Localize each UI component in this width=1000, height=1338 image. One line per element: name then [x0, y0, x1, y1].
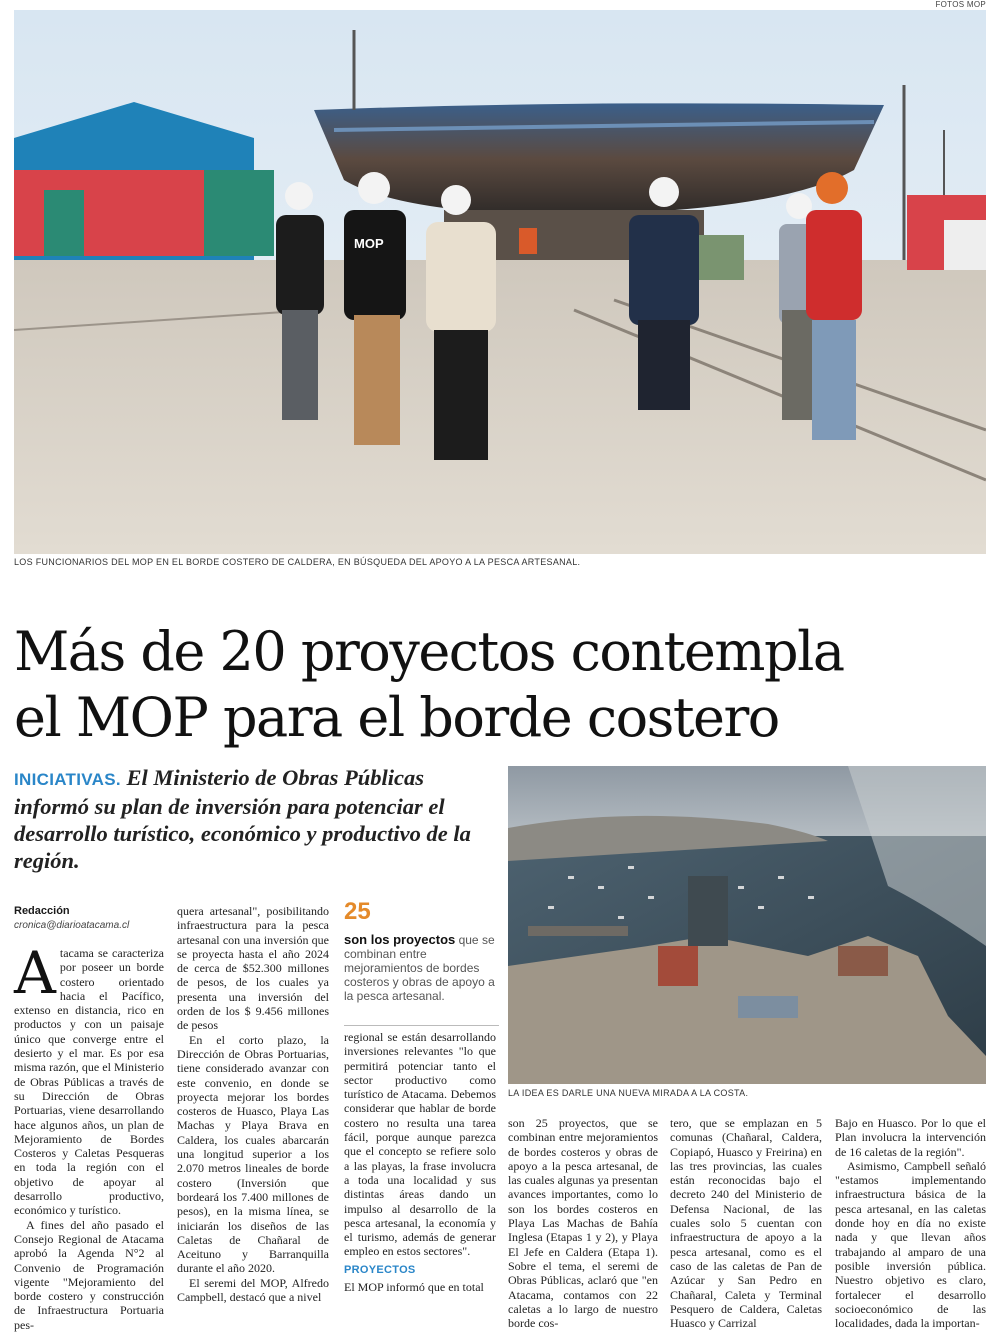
- stat-divider: [344, 1025, 499, 1026]
- author-email[interactable]: cronica@diarioatacama.cl: [14, 920, 130, 931]
- col2-paragraph-3: El seremi del MOP, Alfredo Campbell, destacó que a nivel: [177, 1275, 329, 1305]
- col1-paragraph-2: A fines del año pasado el Consejo Regional de Atacama aprobó la Agenda N°2 al Convenio de Programación vigente "Mejoramiento del borde costero y construcción de Infraestructura Portuaria pes-: [14, 1217, 164, 1332]
- deck-text: El Ministerio de Obras Públicas informó su plan de inversión para potenciar el desarrollo turístico, económico y productivo de la región.: [14, 765, 471, 873]
- column-2: [177, 904, 329, 1304]
- aerial-photo-caption: LA IDEA ES DARLE UNA NUEVA MIRADA A LA COSTA.: [508, 1088, 749, 1098]
- column-4: [508, 1116, 658, 1330]
- headline-line-2: el MOP para el borde costero: [14, 686, 779, 750]
- photo-credit: FOTOS MOP: [935, 0, 986, 9]
- aerial-photo: [508, 766, 986, 1084]
- col2-paragraph-1: quera artesanal", posibilitando infraestructura para la pesca artesanal con una inversión que se proyecta hasta el año 2024 de cerca de $52.300 millones de pesos, de los cuales ya presenta una inversión del orden de los $ 9.456 millones de pesos: [177, 904, 329, 1033]
- col1-paragraph-1: [14, 939, 164, 1218]
- main-photo: [14, 10, 986, 554]
- col6-paragraph-2: Asimismo, Campbell señaló "estamos implementando infraestructura básica de la pesca artesanal, en las caletas donde hoy en día no existe nada y que llevan años trabajando al amparo de una posible inversión pública. Nuestro objetivo es claro, fortalecer el desarrollo socioeconómico de las localidades, dada la importan-: [835, 1158, 986, 1331]
- headline-line-1: Más de 20 proyectos contempla: [14, 620, 844, 684]
- drop-cap: A: [14, 939, 56, 1007]
- main-photo-caption: LOS FUNCIONARIOS DEL MOP EN EL BORDE COSTERO DE CALDERA, EN BÚSQUEDA DEL APOYO A LA PESCA ARTESANAL.: [14, 557, 581, 567]
- col3-paragraph-1: regional se están desarrollando inversiones relevantes "lo que permitirá potenciar tanto el sector productivo como turístico de Atacama. Debemos considerar que hablar de borde costero no resulta una tarea fácil, porque aunque parezca que el concepto se refiere solo a las playas, la frase involucra a toda una localidad y sus distintas áreas dando un impulso al desarrollo de la pesca artesanal, la economía y el turismo, además de generar empleo en estos sectores".: [344, 1030, 496, 1259]
- column-3: [344, 1030, 496, 1294]
- col2-paragraph-2: En el corto plazo, la Dirección de Obras Portuarias, tiene considerado avanzar con este convenio, en donde se proyecta mejorar los bordes costeros de Huasco, Playa Las Machas y Playa Brava en Caldera, los cuales abarcarán una longitud superior a los 2.070 metros lineales de borde costero (Inversión que bordeará los 7.400 millones de pesos), en la misma línea, se iniciarán los diseños de las Caletas de Chañaral de Aceituno y Barranquilla durante el año 2020.: [177, 1032, 329, 1276]
- col1-p1-text: tacama se caracteriza por poseer un borde costero orientado hacia el Pacífico, extenso en distancia, rico en productos y con un paisaje único que converge entre el desierto y el mar. Es por esa misma razón, que el Ministerio de Obras Públicas a través de su Dirección de Obras Portuarias, viene desarrollando hace algunos años, un plan de Mejoramiento de Bordes Costeros y Caletas Pesqueras en toda la región con el objetivo de apoyar al desarrollo productivo, económico y turístico.: [14, 946, 164, 1218]
- stat-rest: que se combinan entre mejoramientos de bordes costeros y obras de apoyo a la pesca artesanal.: [344, 933, 495, 1003]
- headline: [14, 619, 989, 751]
- column-5: [670, 1116, 822, 1330]
- main-photo-illustration: [14, 10, 986, 554]
- col3-paragraph-2: El MOP informó que en total: [344, 1280, 484, 1295]
- byline: Redacción: [14, 905, 70, 917]
- stat-number: 25: [344, 898, 371, 925]
- column-1: [14, 939, 164, 1332]
- deck: [14, 764, 496, 874]
- subhead-proyectos: PROYECTOS: [344, 1263, 416, 1276]
- stat-text: [344, 933, 499, 1003]
- col6-paragraph-1: Bajo en Huasco. Por lo que el Plan involucra la intervención de 16 caletas de la región".: [835, 1116, 986, 1159]
- col5-paragraph-1: tero, que se emplazan en 5 comunas (Chañaral, Caldera, Copiapó, Huasco y Freirina) en las tres provincias, las cuales están reconocidas bajo el decreto 240 del Ministerio de Defensa Nacional, de las cuales solo 5 cuentan con infraestructura de apoyo a la pesca artesanal, como es el caso de las caletas de Pan de Azúcar y San Pedro en Chañaral, Caleta y Terminal Pesquero de Caldera, Caletas Huasco y Carrizal: [670, 1116, 822, 1331]
- person-6: [806, 172, 862, 440]
- stat-bold: son los proyectos: [344, 932, 456, 947]
- person-1: [276, 182, 324, 420]
- deck-kicker: INICIATIVAS.: [14, 770, 121, 789]
- aerial-photo-illustration: [508, 766, 986, 1084]
- column-6: [835, 1116, 986, 1330]
- col4-paragraph-1: son 25 proyectos, que se combinan entre mejoramientos de bordes costeros y obras de apoyo a la pesca artesanal, de las cuales algunas ya presentan avances importantes, como lo son los bordes costeros en Playa Las Machas de Bahía Inglesa (Etapas 1 y 2), y Playa El Jefe en Caldera (Etapa 1). Sobre el tema, el seremi de Obras Públicas, aclaró que "en Atacama, contamos con 22 caletas a lo largo de nuestro borde cos-: [508, 1116, 658, 1331]
- vest-label: MOP: [354, 236, 384, 251]
